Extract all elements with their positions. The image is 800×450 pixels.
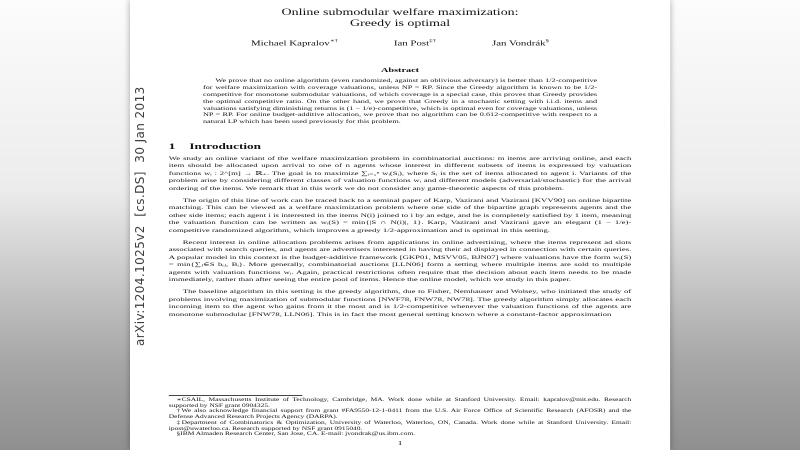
page-content	[130, 0, 670, 319]
section-1-title: Introduction	[189, 140, 261, 151]
author-3	[492, 38, 549, 47]
footnote-3: ‡Department of Combinatorics & Optimization, University of Waterloo, Waterloo, ON, Canada. Work done while at Stanford University. Email: ipost@uwaterloo.ca. Research supported by NSF grant 0915040.	[168, 420, 632, 432]
author-2-name: Ian Post	[393, 39, 430, 48]
footnote-1: ∗CSAIL, Massachusetts Institute of Technology, Cambridge, MA. Work done while at Stanford University. Email: kapralov@mit.edu. Research supported by NSF grant 0904325.	[168, 398, 632, 409]
abstract-text: We prove that no online algorithm (even randomized, against an oblivious adversary) is better than 1/2-competitive for welfare maximization with coverage valuations, unless NP = RP. Since the Greedy algorithm is known to be 1/2-competitive for monotone submodular valuations, of which coverage is a special case, this proves that Greedy provides the optimal competitive ratio. On the other hand, we prove that Greedy in a stochastic setting with i.i.d. items and valuations satisfying diminishing returns is (1 − 1/e)-competitive, which is optimal even for coverage valuations, unless NP = RP. For online budget-additive allocation, we prove that no algorithm can be 0.612-competitive with respect to a natural LP which has been used previously for this problem.	[202, 78, 598, 126]
intro-paragraph-4: The baseline algorithm in this setting is the greedy algorithm, due to Fisher, Nemhauser and Wolsey, who initiated the study of problems involving maximization of submodular functions [NWF78, FNW78, NW78]. The greedy algorithm simply allocates each incoming item to the agent who gains from it the most and is 1/2-competitive whenever the valuation functions of the agents are monotone submodular [FNW78, LLN06]. This is in fact the most general setting known where a constant-factor approximation	[168, 289, 632, 318]
author-2-footnote-marks: ‡†	[429, 38, 437, 43]
intro-paragraph-2: The origin of this line of work can be traced back to a seminal paper of Karp, Vazirani and Vazirani [KVV90] on online bipartite matching. This can be viewed as a welfare maximization problem where one side of the bipartite graph represents agents and the other side items; each agent i is interested in the items N(i) joined to i by an edge, and he is completely satisfied by 1 item, meaning the valuation function can be written as wᵢ(S) = min{|S ∩ N(i)|, 1}. Karp, Vazirani and Vazirani gave an elegant (1 − 1/e)-competitive randomized algorithm, which improves a greedy 1/2-approximation and is optimal in this setting.	[168, 197, 632, 234]
paper-title	[169, 7, 631, 28]
footnote-2: †We also acknowledge financial support from grant #FA9550-12-1-0411 from the U.S. Air Force Office of Scientific Research (AFOSR) and the Defense Advanced Research Projects Agency (DARPA).	[168, 409, 632, 421]
arxiv-watermark: arXiv:1204.1025v2 [cs.DS] 30 Jan 2013	[133, 86, 147, 346]
author-list	[169, 38, 631, 47]
author-1-name: Michael Kapralov	[250, 39, 330, 48]
author-3-name: Jan Vondrák	[492, 39, 546, 48]
intro-paragraph-1: We study an online variant of the welfare maximization problem in combinatorial auctions: m items are arriving online, and each item should be allocated upon arrival to one of n agents whose interest in different subsets of items is expressed by valuation functions wᵢ : 2^[m] → ℝ₊. The goal is to maximize ∑ᵢ₌₁ⁿ wᵢ(Sᵢ), where Sᵢ is the set of items allocated to agent i. Variants of the problem arise by considering different classes of valuation functions wᵢ and different models (adversarial/stochastic) for the arrival ordering of the items. We remark that in this work we do not consider any game-theoretic aspects of this problem.	[168, 155, 632, 192]
abstract-heading: Abstract	[380, 67, 420, 75]
intro-paragraph-3: Recent interest in online allocation problems arises from applications in online advertising, where the items represent ad slots associated with search queries, and agents are advertisers interested in having their ad displayed in connection with certain queries. A popular model in this context is the budget-additive framework [GKP01, MSVV05, BJN07] where valuations have the form wᵢ(S) = min{∑ⱼ∈S bᵢⱼ, Bᵢ}. More generally, combinatorial auctions [LLN06] form a setting where multiple items are sold to multiple agents with valuation functions wᵢ. Again, practical restrictions often require that the decision about each item needs to be made immediately, rather than after seeing the entire pool of items. Hence the online model, which we study in this paper.	[168, 239, 632, 283]
section-1-heading	[169, 141, 631, 151]
footnote-separator-rule	[169, 395, 302, 396]
page-number: 1	[397, 441, 403, 447]
author-2	[394, 38, 436, 47]
paper-title-line-1: Online submodular welfare maximization:	[281, 7, 519, 17]
section-1-number: 1	[168, 140, 176, 151]
paper-title-line-2: Greedy is optimal	[349, 17, 451, 28]
author-1	[251, 38, 338, 47]
author-3-footnote-marks: §	[545, 38, 550, 43]
paper-page	[130, 0, 670, 450]
footnote-area	[169, 395, 631, 438]
author-1-footnote-marks: ∗†	[329, 38, 338, 43]
footnote-4: §IBM Almaden Research Center, San Jose, CA. E-mail: jvondrak@us.ibm.com.	[176, 432, 416, 438]
